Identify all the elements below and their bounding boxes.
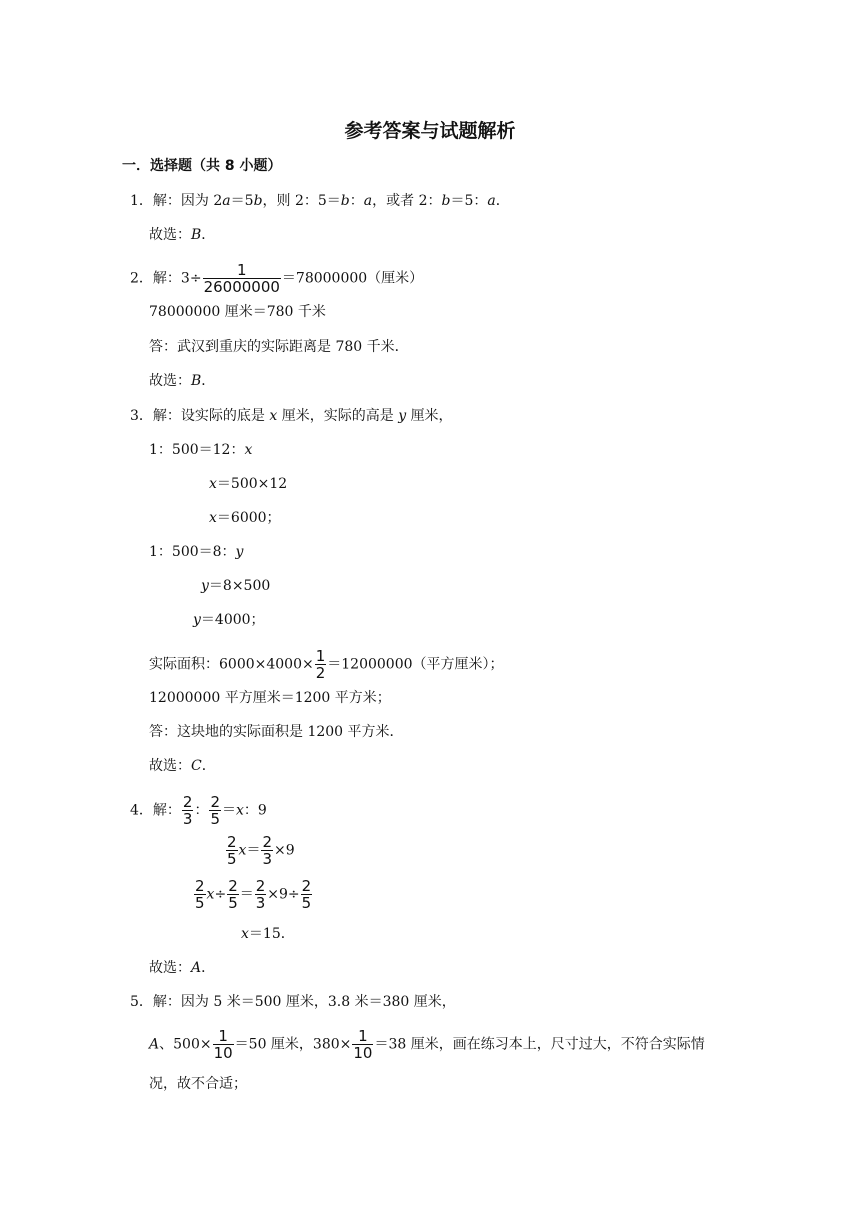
q4-line-2: $\frac{2}{5}$ x＝ $\frac{2}{3}$ ×9 [227,833,295,868]
q5-number: 5． [130,994,153,1010]
q3-line-9: 12000000 平方厘米＝1200 平方米； [149,690,391,706]
fraction-two-fifths: $\frac{2}{5}$ [228,877,238,912]
section-heading: 一．选择题（共 8 小题） [122,158,282,174]
q4-number: 4． [130,802,153,819]
q3-line-7: y＝4000； [193,612,265,628]
q1-answer: 故选：B． [149,227,216,243]
fraction-one-tenth: $\frac{1}{10}$ [353,1027,373,1062]
fraction-two-fifths: $\frac{2}{5}$ [210,793,221,828]
q3-line-4: x＝6000； [209,510,281,526]
q2-line-3: 答：武汉到重庆的实际距离是 780 千米． [149,339,409,355]
fraction-one-half: $\frac{1}{2}$ [315,647,326,682]
q5-line-3: 况，故不合适； [149,1076,247,1092]
page-title: 参考答案与试题解析 [344,120,516,142]
q3-line-5: 1：500＝8：y [149,544,244,560]
q2-answer: 故选：B． [149,373,216,389]
q1-number: 1． [130,193,153,209]
q3-answer: 故选：C． [149,758,216,774]
fraction-scale: $\frac{1}{26000000}$ [203,261,280,296]
q3-line-10: 答：这块地的实际面积是 1200 平方米． [149,724,404,740]
q3-line-2: 1：500＝12：x [149,442,253,458]
fraction-two-fifths: $\frac{2}{5}$ [227,833,237,868]
fraction-two-thirds: $\frac{2}{3}$ [262,833,272,868]
q4-answer: 故选：A． [149,960,216,976]
q2-line-2: 78000000 厘米＝780 千米 [149,304,326,320]
q4-line-4: x＝15． [241,926,295,942]
fraction-two-thirds: $\frac{2}{3}$ [255,877,266,912]
q1-solution-line: 1．解：因为 2a＝5b，则 2：5＝b：a，或者 2：b＝5：a． [130,193,510,209]
q2-solution-line: 2．解：3÷ $\frac{1}{26000000}$ ＝78000000（厘米） [130,261,424,296]
fraction-two-thirds: $\frac{2}{3}$ [182,793,193,828]
q5-solution-line: 5．解：因为 5 米＝500 厘米，3.8 米＝380 厘米， [130,994,456,1010]
q4-line-3: $\frac{2}{5}$ x÷ $\frac{2}{5}$ ＝ $\frac{2}{3}$ ×9÷ $\frac{2}{5}$ [195,877,312,912]
fraction-two-fifths: $\frac{2}{5}$ [195,877,205,912]
q3-line-6: y＝8×500 [201,578,271,594]
q3-line-3: x＝500×12 [209,476,288,492]
q2-number: 2． [130,270,153,287]
q5-line-2: A、500× $\frac{1}{10}$ ＝50 厘米，380× $\frac{1}{10}$ ＝38 厘米，画在练习本上，尺寸过大，不符合实际情 [149,1027,705,1062]
q3-line-8: 实际面积：6000×4000× $\frac{1}{2}$ ＝12000000（平方厘米）； [149,647,504,682]
q3-solution-line: 3．解：设实际的底是 x 厘米，实际的高是 y 厘米， [130,408,453,424]
fraction-two-fifths: $\frac{2}{5}$ [301,877,312,912]
q3-number: 3． [130,408,153,424]
fraction-one-tenth: $\frac{1}{10}$ [213,1027,233,1062]
q4-solution-line: 4．解： $\frac{2}{3}$ ： $\frac{2}{5}$ ＝x：9 [130,793,267,828]
